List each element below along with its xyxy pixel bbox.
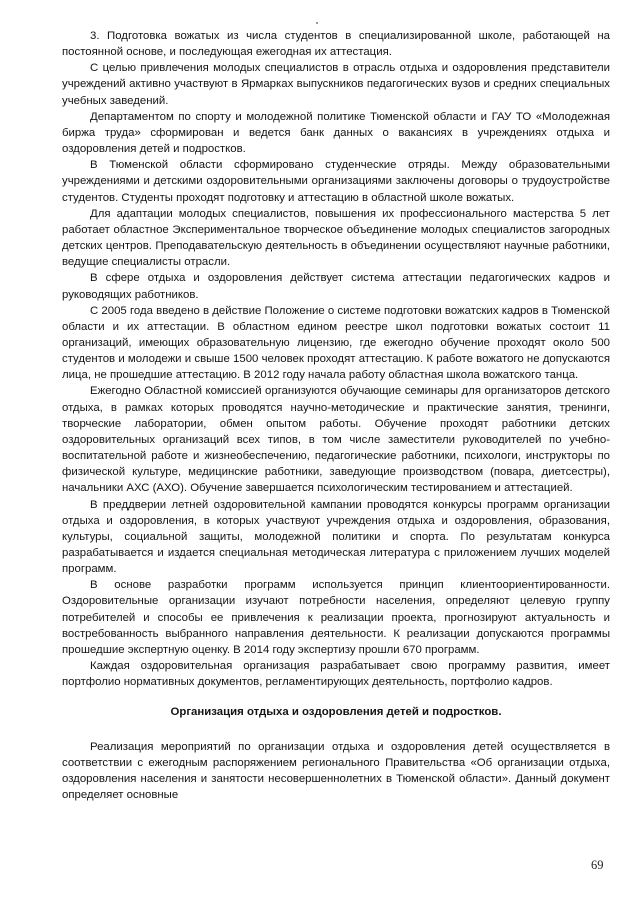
paragraph-10: В основе разработки программ используется принцип клиентоориентированности. Оздоровительные организации изучают потребности населения, определяют целевую группу потребителей и способы ее привлечения к реализации проекта, прогнозируют актуальность и востребованность выбранного направления деятельности. К реализации допускаются программы прошедшие экспертную оценку. В 2014 году экспертизу прошли 670 программ. [62, 579, 610, 656]
paragraph-4: В Тюменской области сформировано студенческие отряды. Между образовательными учреждениями и детскими оздоровительными организациями заключены договоры о трудоустройстве студентов. Студенты проходят подготовку и аттестацию в областной школе вожатых. [62, 159, 610, 204]
paragraph-12: Реализация мероприятий по организации отдыха и оздоровления детей осуществляется в соответствии с ежегодным распоряжением регионального Правительства «Об организации отдыха, оздоровления населения и занятости несовершеннолетних в Тюменской области». Данный документ определяет основные [62, 740, 610, 802]
paragraph-5: Для адаптации молодых специалистов, повышения их профессионального мастерства 5 лет работает областное Экспериментальное творческое объединение молодых специалистов загородных детских центров. Преподавательскую деятельность в объединении осуществляют научные работники, ведущие специалисты отрасли. [62, 207, 610, 269]
page-number: 69 [591, 858, 604, 872]
paragraph-11: Каждая оздоровительная организация разрабатывает свою программу развития, имеет портфолио нормативных документов, регламентирующих деятельность, портфолио кадров. [62, 660, 610, 689]
paragraph-3: Департаментом по спорту и молодежной политике Тюменской области и ГАУ ТО «Молодежная биржа труда» сформирован и ведется банк данных о вакансиях в учреждениях отдыха и оздоровления детей и подростков. [62, 110, 610, 156]
paragraph-6: В сфере отдыха и оздоровления действует система аттестации педагогических кадров и руководящих работников. [62, 272, 610, 301]
paragraph-7: С 2005 года введено в действие Положение о системе подготовки вожатских кадров в Тюменской области и их аттестации. В областном едином реестре школ подготовки вожатых состоит 11 организаций, имеющих образовательную лицензию, где ежегодно обучение проходят около 500 студентов и молодежи и свыше 1500 человек проходят аттестацию. К работе вожатого не допускаются лица, не прошедшие аттестацию. В 2012 году начала работу областная школа вожатского танца. [62, 304, 610, 382]
document-page [62, 28, 610, 803]
paragraph-8: Ежегодно Областной комиссией организуются обучающие семинары для организаторов детского отдыха, в рамках которых проводятся научно-методические и практические занятия, тренинги, творческие лаборатории, обмен опытом работы. Обучение проходят работники детских оздоровительных организаций всех типов, в том числе заместители руководителей по учебно-воспитательной работе и жизнеобеспечению, педагогические работники, психологи, инструкторы по физической культуре, медицинские работники, заведующие производством (повара, диетсестры), начальники АХС (АХО). Обучение завершается психологическим тестированием и аттестацией. [62, 385, 610, 495]
section-heading: Организация отдыха и оздоровления детей и подростков. [170, 706, 502, 719]
scan-speck [316, 22, 318, 24]
paragraph-1: 3. Подготовка вожатых из числа студентов в специализированной школе, работающей на постоянной основе, и последующая ежегодная их аттестация. [62, 30, 610, 59]
paragraph-2: С целью привлечения молодых специалистов в отрасль отдыха и оздоровления представители учреждений активно участвуют в Ярмарках выпускников педагогических вузов и средних специальных учебных заведений. [62, 62, 610, 107]
paragraph-9: В преддверии летней оздоровительной кампании проводятся конкурсы программ организации отдыха и оздоровления, в которых участвуют учреждения отдыха и оздоровления, образования, культуры, социальной защиты, молодежной политики и спорта. По результатам конкурса разрабатывается и издается специальная методическая литература с приложением лучших моделей программ. [62, 498, 610, 576]
